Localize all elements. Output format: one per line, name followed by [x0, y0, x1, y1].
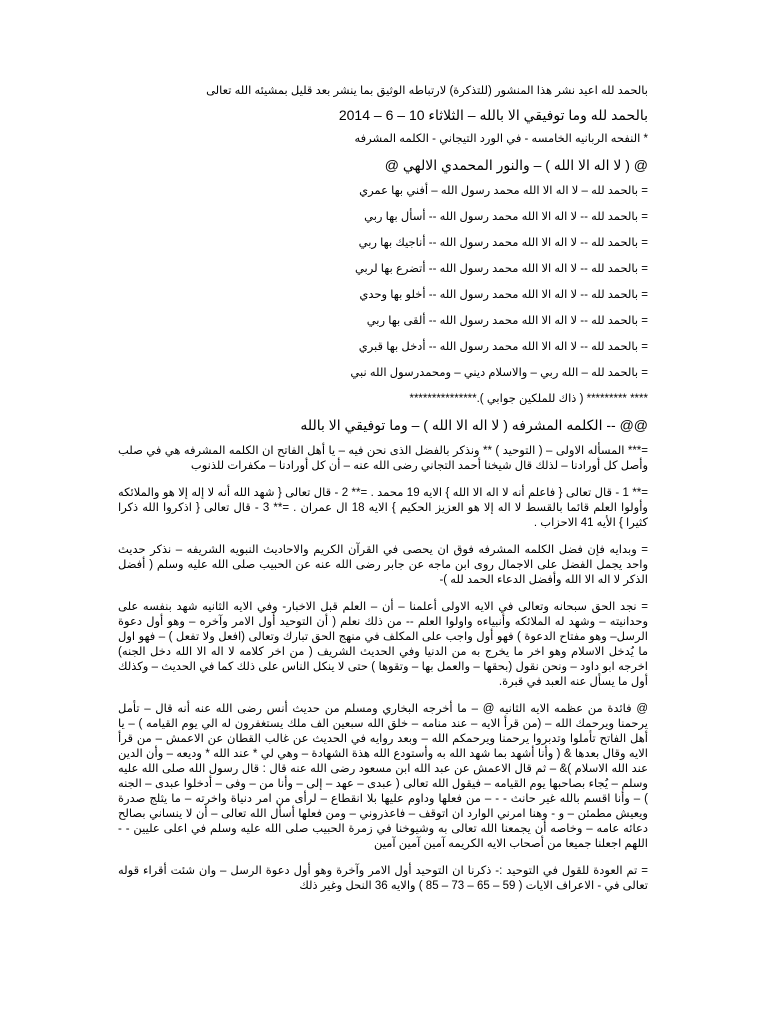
intro-line-3: * النفحه الربانيه الخامسه - في الورد التيجاني - الكلمه المشرفه: [354, 133, 648, 145]
dhikr-line-2: = بالحمد لله -- لا اله الا الله محمد رسول الله -- أسأل بها ربي: [364, 211, 648, 223]
paragraph-4: = نجد الحق سبحانه وتعالى في الايه الاولى أعلمنا – أن – العلم قبل الاخبار- وفي الايه الثانيه شهد بنفسه على وحدانيته – وشهد له الملائكه وأنبياءه واولوا العلم -- من ذلك نعلم ( أن التوحيد أول الامر وآخره – وهو أول دعوة الرسل– وهو مفتاح الدعوة ) فهو أول واجب على المكلف في منهج الحق تبارك وتعالى (افعل ولا تفعل ) – فهو اول ما يُدخل الاسلام وهو اخر ما يخرج به من الدنيا وفي الحديث الشريف ( من اخر كلامه لا اله الا الله دخل الجنه) اخرجه ابو داود – ونحن نقول (بحقها – والعمل بها – وتقوها ) حتى لا ينكل الناس على ذلك كما في الحديث – وكذلك أول ما يسأل عنه العبد في قبرة.: [118, 601, 648, 688]
dhikr-line-4: = بالحمد لله -- لا اله الا الله محمد رسول الله -- أتضرع بها لربي: [354, 263, 648, 275]
dhikr-line-6: = بالحمد لله -- لا اله الا الله محمد رسول الله -- ألقى بها ربي: [366, 315, 648, 327]
dhikr-line-8: = بالحمد لله – الله ربي – والاسلام ديني – ومحمدرسول الله نبي: [350, 367, 648, 379]
intro-date-line: بالحمد لله وما توفيقي الا بالله – الثلاثاء 10 – 6 – 2014: [338, 107, 648, 123]
paragraph-2: =** 1 - قال تعالى { فاعلم أنه لا اله الا الله } الايه 19 محمد . =** 2 - قال تعالى { شهد الله أنه لا إله إلا هو والملائكه وأولوا العلم قائما بالقسط لا اله إلا هو العزيز الحكيم } الايه 18 ال عمران . =** 3 - قال تعالى { اذكروا الله ذكرا كثيرا } الأيه 41 الاحزاب .: [118, 487, 648, 529]
intro-line-1: بالحمد لله اعيد نشر هذا المنشور (للتذكرة) لارتباطه الوثيق بما ينشر بعد قليل بمشيئه الله تعالى: [206, 85, 648, 97]
dhikr-line-1: = بالحمد لله – لا اله الا الله محمد رسول الله – أفني بها عمري: [359, 185, 648, 197]
heading: @ ( لا اله الا الله ) – والنور المحمدي الالهي @: [384, 157, 648, 173]
section-title: @@ -- الكلمه المشرفه ( لا اله الا الله ) – وما توفيقي الا بالله: [300, 417, 648, 433]
paragraph-3: = وبدايه فإن فضل الكلمه المشرفه فوق ان يحصى في القرآن الكريم والاحاديث النبويه الشريفه – نذكر حديث واحد يجمل الفضل على الاجمال روى ابن ماجه عن جابر رضى الله عنه عن الحبيب صلى الله عليه وسلم ( أفضل الذكر لا اله الا الله وأفضل الدعاء الحمد لله )-: [118, 544, 648, 586]
dhikr-line-7: = بالحمد لله -- لا اله الا الله محمد رسول الله -- أدخل بها قبري: [358, 341, 648, 353]
dhikr-line-3: = بالحمد لله -- لا اله الا الله محمد رسول الله -- أناجيك بها ربي: [358, 237, 648, 249]
stars-line: **** ********* ( ذاك للملكين جوابي ).***************: [409, 393, 648, 405]
dhikr-line-5: = بالحمد لله -- لا اله الا الله محمد رسول الله -- أخلو بها وحدي: [359, 289, 648, 301]
paragraph-6: = تم العودة للقول في التوحيد :- ذكرنا ان التوحيد أول الامر وآخرة وهو أول دعوة الرسل – وان شئت أقراء قوله تعالى في - الاعراف الايات ( 59 – 65 – 73 – 85 ) والايه 36 النحل وغير ذلك: [118, 865, 648, 892]
document-page: [118, 84, 648, 894]
paragraph-1: =*** المسأله الاولى – ( التوحيد ) ** ونذكر بالفضل الذى نحن فيه – يا أهل الفاتح ان الكلمه المشرفه هي في صلب وأصل كل أورادنا – لذلك قال شيخنا أحمد التجاني رضى الله عنه – أن كل أورادنا – مكفرات للذنوب: [118, 445, 648, 472]
paragraph-5: @ فائدة من عظمه الايه الثانيه @ – ما أخرجه البخاري ومسلم من حديث أنس رضى الله عنه أنه قال – تأمل يرحمنا ويرحمك الله – (من قرأ الايه – عند منامه – خلق الله سبعين الف ملك يستغفرون له الي يوم القيامه ) – يا أهل الفاتح تأملوا وتدبروا يرحمنا ويرحمكم الله – وبعد روايه في الحديث عن غالب القطان عن الاعمش – من قرأ الايه وقال بعدها & ( وأنا أشهد بما شهد الله به وأستودع الله هذة الشهادة – وهي لي * عند الله * وديعه – وأن الدين عند الله الاسلام )& – ثم قال الاعمش عن عبد الله ابن مسعود رضى الله عنه قال : قال رسول الله صلى الله عليه وسلم – يُجاء بصاحبها يوم القيامه – فيقول الله تعالى ( عبدى – عهد – إلى – وأنا من – وفى – أدخلوا عبدى – الجنه ) – وأنا اقسم بالله غير حانث - - – من فعلها وداوم عليها بلا انقطاع – لرأى من امر دنياة واخرته – ما يثلج صدرة ويعيش مطمئن – و - وهنا امرني الوارد ان اتوقف – فاعذروني – ومن فعلها أسأل الله تعالى – أن لا ينساني بصالح دعائه عامه – وخاصه أن يجمعنا الله تعالى به وشيوخنا في زمرة الحبيب صلى الله عليه وسلم في اعلى عليين - - اللهم اجعلنا جميعا من أصحاب الايه الكريمه آمين آمين آمين: [118, 703, 648, 850]
